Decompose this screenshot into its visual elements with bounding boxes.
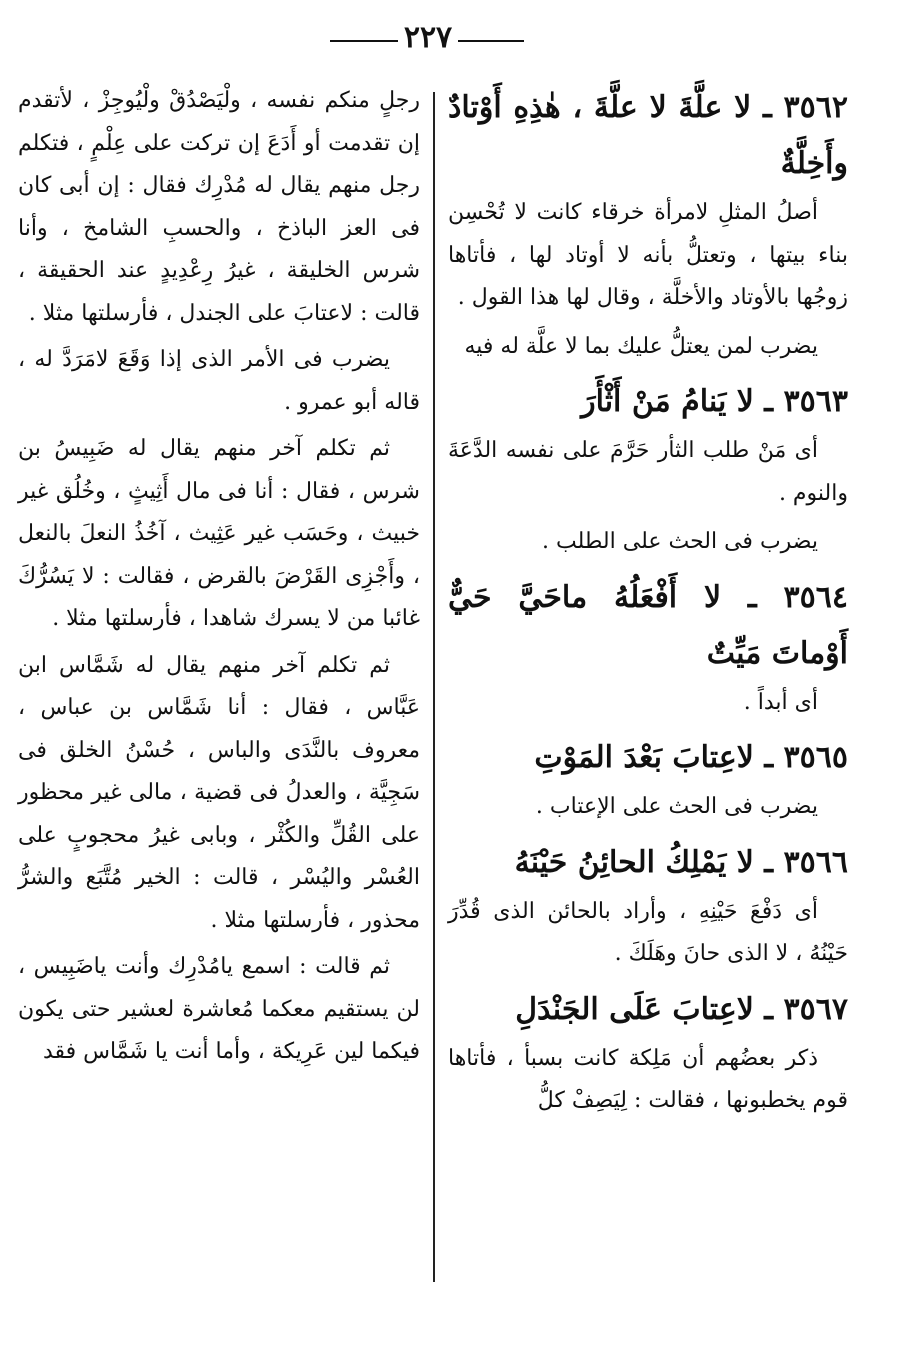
- column-divider: [433, 92, 435, 1282]
- proverb-use-3565: يضرب فى الحث على الإعتاب .: [535, 794, 818, 819]
- proverb-body-3562: أصلُ المثلِ لامرأة خرقاء كانت لا تُحْسِن بناء بيتها ، وتعتلُّ بأنه لا أوتاد لها ، فأتاها زوجُها بالأوتاد والأخلَّة ، وقال لها هذا القول .: [448, 200, 848, 310]
- story-paragraph-4: ثم تكلم آخر منهم يقال له شَمَّاس ابن عَبَّاس ، فقال : أنا شَمَّاس بن عباس ، معروف بالنَّدَى والباس ، حُسْنُ الخلق فى سَجِيَّة ، والعدلُ فى قضية ، مالى غير محظور على القُلِّ والكُثْر ، وبابى غيرُ محجوبٍ على العُسْر واليُسْر ، قالت : الخير مُتَّبَع والشرُّ محذور ، فأرسلتها مثلا .: [18, 652, 420, 933]
- proverb-body-3566: أى دَفْعَ حَيْنِهِ ، وأراد بالحائن الذى قُدِّرَ حَيْنُهُ ، لا الذى حانَ وهَلَكَ .: [448, 898, 848, 966]
- proverb-heading-3563: ٣٥٦٣ ـ لا يَنامُ مَنْ أَثْأَرَ: [581, 384, 848, 419]
- proverb-body-3567: ذكر بعضُهم أن مَلِكة كانت بسبأ ، فأتاها قوم يخطبونها ، فقالت : لِيَصِفْ كلُّ: [448, 1045, 848, 1113]
- proverb-heading-3564: ٣٥٦٤ ـ لا أَفْعَلُهُ ماحَيَّ حَيٌّ أَوْماتَ مَيِّتٌ: [448, 579, 848, 671]
- story-paragraph-5: ثم قالت : اسمع يامُدْرِك وأنت ياضَبِيس ، لن يستقيم معكما مُعاشرة لعشير حتى يكون فيكما لين عَرِيكة ، وأما أنت يا شَمَّاس فقد: [18, 954, 420, 1064]
- story-paragraph-2: يضرب فى الأمر الذى إذا وَقَعَ لامَرَدَّ له ، قاله أبو عمرو .: [18, 347, 420, 415]
- proverb-use-3563: يضرب فى الحث على الطلب .: [542, 529, 818, 554]
- proverb-heading-3565: ٣٥٦٥ ـ لاعِتابَ بَعْدَ المَوْتِ: [534, 740, 848, 775]
- right-column: [448, 80, 848, 1129]
- story-paragraph-1: رجلٍ منكم نفسه ، ولْيَصْدُقْ ولْيُوجِزْ ، لأتقدم إن تقدمت أو أَدَعَ إن تركت على عِلْمٍ ، فتكلم رجل منهم يقال له مُدْرِك فقال : إن أبى كان فى العز الباذخ ، والحسبِ الشامخ ، وأنا شرس الخليقة ، غيرُ رِعْدِيدٍ عند الحقيقة ، قالت : لاعتابَ على الجندل ، فأرسلتها مثلا .: [18, 88, 420, 326]
- header-rule-right: [458, 40, 524, 42]
- story-paragraph-3: ثم تكلم آخر منهم يقال له ضَبِيسُ بن شرس ، فقال : أنا فى مال أَثِيثٍ ، وخُلُق غير خبيث ، وحَسَب غير عَثِيث ، آخُذُ النعلَ بالنعل ، وأَجْزِى القَرْضَ بالقرض ، فقالت : لا يَسُرُّكَ غائبا من لا يسرك شاهدا ، فأرسلتها مثلا .: [18, 436, 420, 631]
- header-rule-left: [330, 40, 398, 42]
- proverb-body-3563: أى مَنْ طلب الثأر حَرَّمَ على نفسه الدَّعَةَ والنوم .: [448, 438, 848, 506]
- page-header: [0, 18, 907, 58]
- proverb-heading-3566: ٣٥٦٦ ـ لا يَمْلِكُ الحائِنُ حَيْنَهُ: [514, 844, 848, 880]
- proverb-heading-3567: ٣٥٦٧ ـ لاعِتابَ عَلَى الجَنْدَلِ: [515, 991, 848, 1027]
- proverb-body-3564: أى أبداً .: [743, 689, 818, 715]
- page-number: ٢٢٧: [403, 20, 453, 55]
- proverb-use-3562: يضرب لمن يعتلُّ عليك بما لا علَّة له فيه: [464, 333, 818, 359]
- left-column: [18, 80, 420, 1078]
- proverb-heading-3562: ٣٥٦٢ ـ لا علَّةَ لا علَّةَ ، هٰذِهِ أَوْتادٌ وأَخِلَّةٌ: [448, 90, 848, 181]
